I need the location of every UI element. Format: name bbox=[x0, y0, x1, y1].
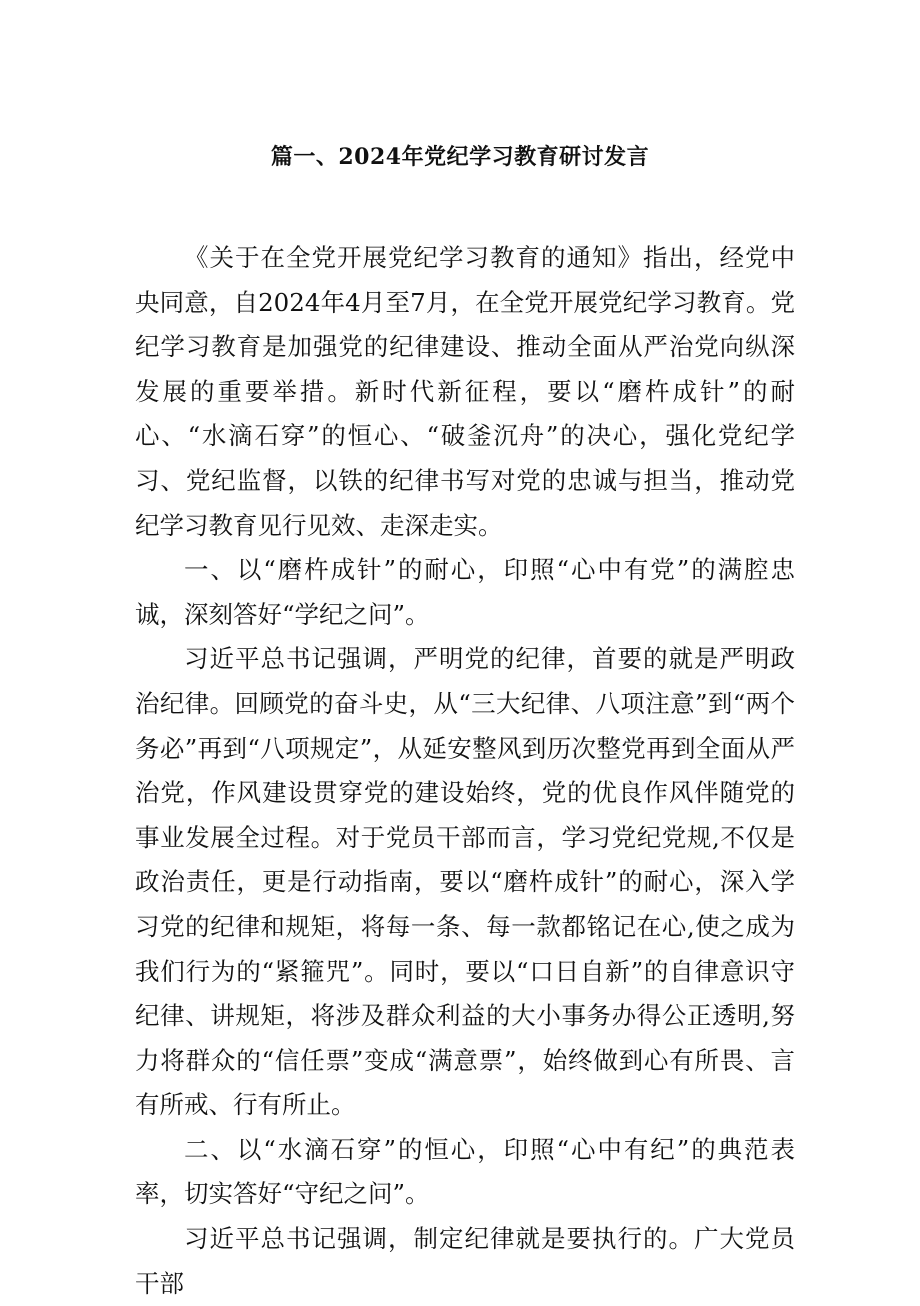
paragraph-section-1-heading: 一、以“磨杵成针”的耐心，印照“心中有党”的满腔忠诚，深刻答好“学纪之问”。 bbox=[135, 555, 795, 629]
paragraph-section-2-heading: 二、以“水滴石穿”的恒心，印照“心中有纪”的典范表率，切实答好“守纪之问”。 bbox=[135, 1134, 795, 1209]
document-body bbox=[135, 236, 795, 1306]
paragraph-section-1-body: 习近平总书记强调，严明党的纪律，首要的就是严明政治纪律。回顾党的奋斗史，从“三大纪律、八项注意”到“两个务必”再到“八项规定”，从延安整风到历次整党再到全面从严治党，作风建设贯穿党的建设始终，党的优良作风伴随党的事业发展全过程。对于党员干部而言，学习党纪党规,不仅是政治责任，更是行动指南，要以“磨杵成针”的耐心，深入学习党的纪律和规矩，将每一条、每一款都铭记在心,使之成为我们行为的“紧箍咒”。同时，要以“口日自新”的自律意识守纪律、讲规矩，将涉及群众利益的大小事务办得公正透明,努力将群众的“信任票”变成“满意票”，始终做到心有所畏、言有所戒、行有所止。 bbox=[135, 644, 795, 1120]
paragraph-intro: 《关于在全党开展党纪学习教育的通知》指出，经党中央同意，自2024年4月至7月，在全党开展党纪学习教育。党纪学习教育是加强党的纪律建设、推动全面从严治党向纵深发展的重要举措。新时代新征程，要以“磨杵成针”的耐心、“水滴石穿”的恒心、“破釜沉舟”的决心，强化党纪学习、党纪监督，以铁的纪律书写对党的忠诚与担当，推动党纪学习教育见行见效、走深走实。 bbox=[135, 243, 795, 540]
document-title: 篇一、2024年党纪学习教育研讨发言 bbox=[270, 144, 650, 170]
paragraph-section-2-body: 习近平总书记强调，制定纪律就是要执行的。广大党员干部 bbox=[135, 1224, 795, 1298]
